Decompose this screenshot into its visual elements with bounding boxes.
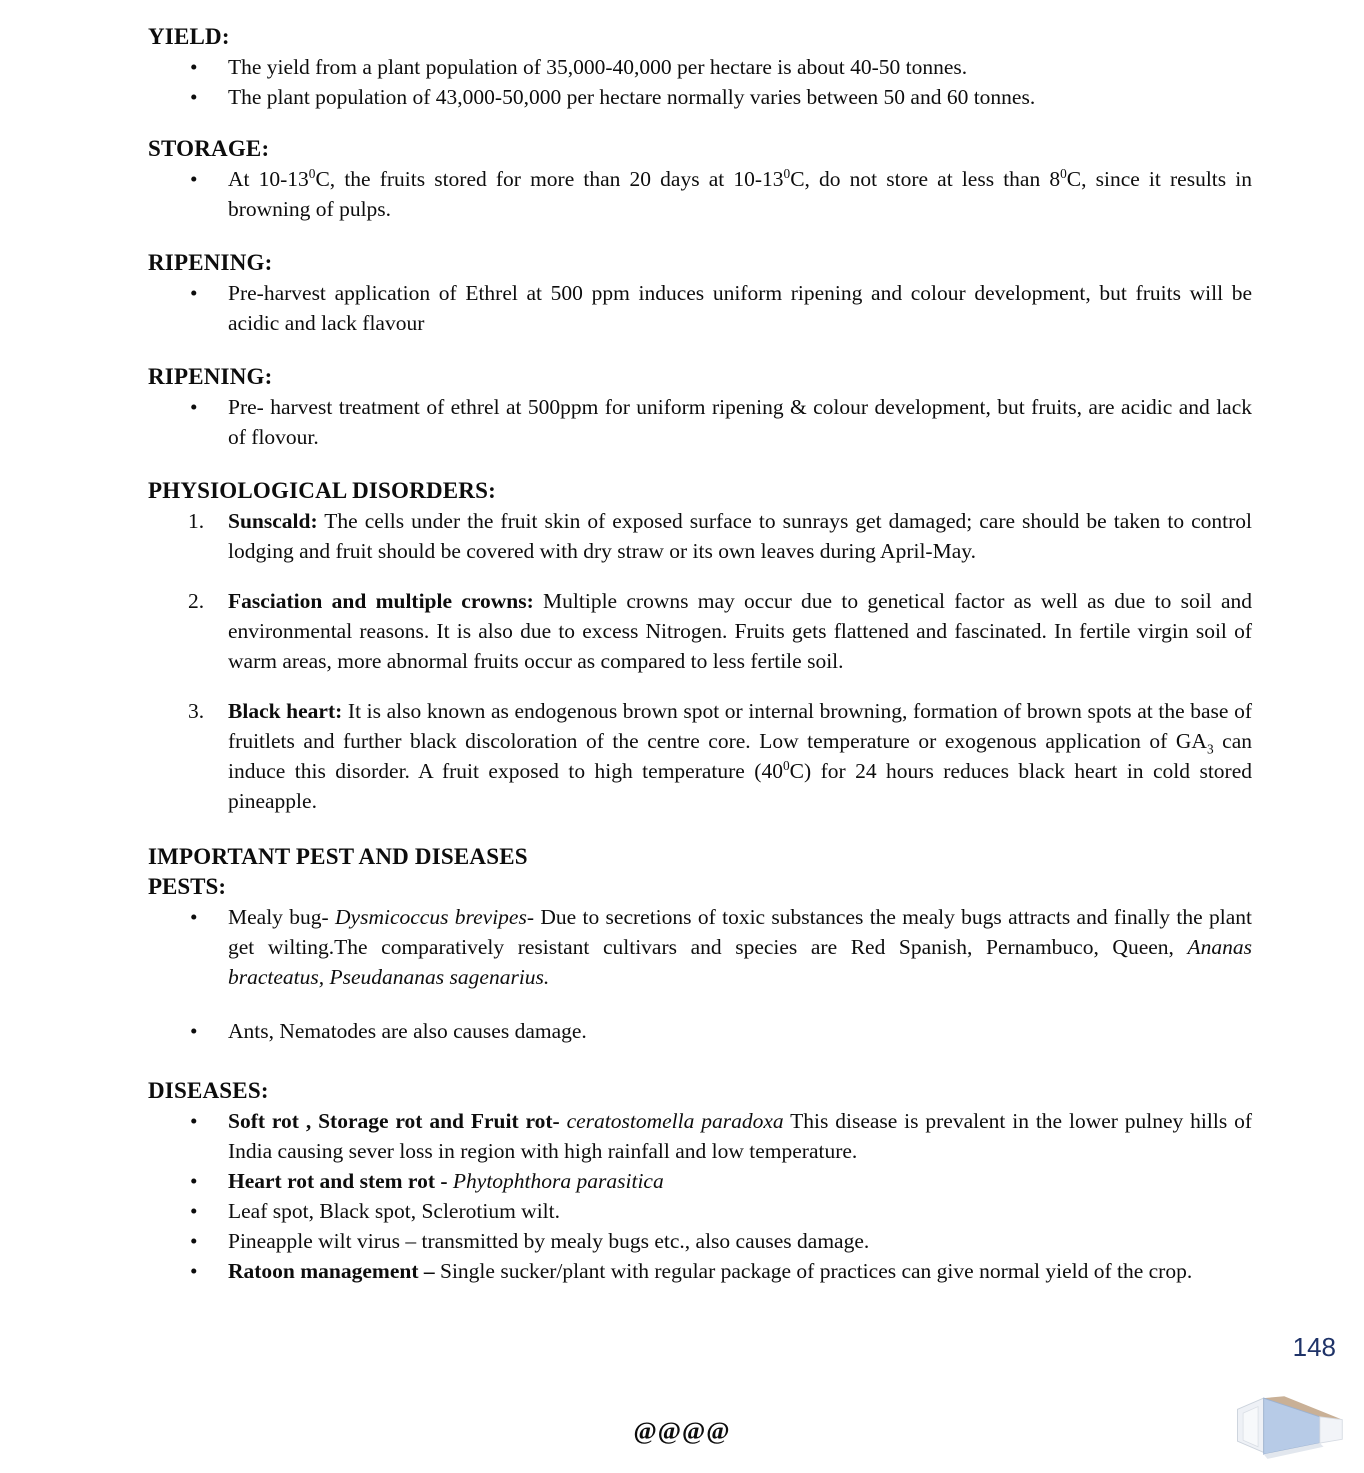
list-item	[148, 164, 1252, 224]
page-number: 148	[1292, 1332, 1336, 1362]
bullet-marker: •	[190, 395, 198, 419]
section-heading: STORAGE:	[148, 136, 270, 161]
numbered-item	[148, 506, 1252, 566]
section-yield	[148, 22, 1252, 112]
section-heading: PHYSIOLOGICAL DISORDERS:	[148, 478, 496, 503]
list-item-text: Leaf spot, Black spot, Sclerotium wilt.	[228, 1199, 561, 1223]
list-item	[148, 52, 1252, 82]
list-item	[148, 1196, 1252, 1226]
list-item-text: Heart rot and stem rot - Phytophthora parasitica	[228, 1169, 664, 1193]
section-heading: RIPENING:	[148, 364, 273, 389]
number-marker: 2.	[188, 589, 205, 613]
bullet-marker: •	[190, 1229, 198, 1253]
section-heading: YIELD:	[148, 24, 230, 49]
footer-mark: @@@@	[633, 1418, 731, 1445]
list-item-text: Fasciation and multiple crowns: Multiple crowns may occur due to genetical factor as well as due to soil and environmental reasons. It is also due to excess Nitrogen. Fruits gets flattened and fascinated. In fertile virgin soil of warm areas, more abnormal fruits occur as compared to less fertile soil.	[228, 589, 1252, 673]
section-ripening-2	[148, 362, 1252, 452]
section-heading: DISEASES:	[148, 1078, 269, 1103]
bullet-marker: •	[190, 905, 198, 929]
numbered-item	[148, 586, 1252, 676]
bullet-marker: •	[190, 167, 198, 191]
list-item-text: The plant population of 43,000-50,000 per hectare normally varies between 50 and 60 tonnes.	[228, 85, 1036, 109]
numbered-item	[148, 696, 1252, 816]
list-item	[148, 1166, 1252, 1196]
sub-heading: PESTS:	[148, 874, 226, 899]
spacer	[148, 992, 1252, 1016]
list-item-text: Ants, Nematodes are also causes damage.	[228, 1019, 587, 1043]
section-pests	[148, 842, 1252, 1046]
list-item	[148, 1106, 1252, 1166]
section-storage	[148, 134, 1252, 224]
list-item	[148, 392, 1252, 452]
list-item	[148, 1226, 1252, 1256]
list-item	[148, 82, 1252, 112]
bullet-marker: •	[190, 1199, 198, 1223]
bullet-marker: •	[190, 1169, 198, 1193]
list-item	[148, 278, 1252, 338]
section-heading: IMPORTANT PEST AND DISEASES	[148, 844, 528, 869]
section-physiological-disorders	[148, 476, 1252, 816]
number-marker: 3.	[188, 699, 205, 723]
number-marker: 1.	[188, 509, 205, 533]
section-diseases	[148, 1076, 1252, 1286]
list-item-text: Pre- harvest treatment of ethrel at 500ppm for uniform ripening & colour development, but fruits, are acidic and lack of flovour.	[228, 395, 1252, 449]
bullet-marker: •	[190, 1259, 198, 1283]
list-item-text: Sunscald: The cells under the fruit skin of exposed surface to sunrays get damaged; care should be taken to control lodging and fruit should be covered with dry straw or its own leaves during April-May.	[228, 509, 1252, 563]
list-item-text: Pineapple wilt virus – transmitted by mealy bugs etc., also causes damage.	[228, 1229, 870, 1253]
list-item-text: Soft rot , Storage rot and Fruit rot- ceratostomella paradoxa This disease is prevalent in the lower pulney hills of India causing sever loss in region with high rainfall and low temperature.	[228, 1109, 1252, 1163]
list-item-text: Pre-harvest application of Ethrel at 500 ppm induces uniform ripening and colour development, but fruits will be acidic and lack flavour	[228, 281, 1252, 335]
list-item	[148, 1256, 1252, 1286]
list-item-text: Black heart: It is also known as endogenous brown spot or internal browning, formation of brown spots at the base of fruitlets and further black discoloration of the centre core. Low temperature or exogenous application of $GA_3$ can induce this disorder. A fruit exposed to high temperature $(40^0C)$ for 24 hours reduces black heart in cold stored pineapple.	[228, 699, 1253, 813]
section-ripening-1	[148, 248, 1252, 338]
list-item-text: Ratoon management – Single sucker/plant with regular package of practices can give normal yield of the crop.	[228, 1259, 1193, 1283]
document-page	[148, 22, 1252, 1286]
bullet-marker: •	[190, 1019, 198, 1043]
bullet-marker: •	[190, 55, 198, 79]
bullet-marker: •	[190, 1109, 198, 1133]
section-heading: RIPENING:	[148, 250, 273, 275]
bullet-marker: •	[190, 281, 198, 305]
list-item	[148, 902, 1252, 992]
list-item	[148, 1016, 1252, 1046]
spacer	[148, 566, 1252, 586]
list-item-text: The yield from a plant population of 35,000-40,000 per hectare is about 40-50 tonnes.	[228, 55, 968, 79]
spacer	[148, 676, 1252, 696]
list-item-text: Mealy bug- Dysmicoccus brevipes- Due to secretions of toxic substances the mealy bugs attracts and finally the plant get wilting.The comparatively resistant cultivars and species are Red Spanish, Pernambuco, Queen, Ananas bracteatus, Pseudananas sagenarius.	[228, 905, 1252, 989]
bullet-marker: •	[190, 85, 198, 109]
list-item-text: At $10-13^0C$, the fruits stored for more than 20 days at $10-13^0C$, do not store at less than $8^0C$, since it results in browning of pulps.	[228, 165, 1252, 221]
